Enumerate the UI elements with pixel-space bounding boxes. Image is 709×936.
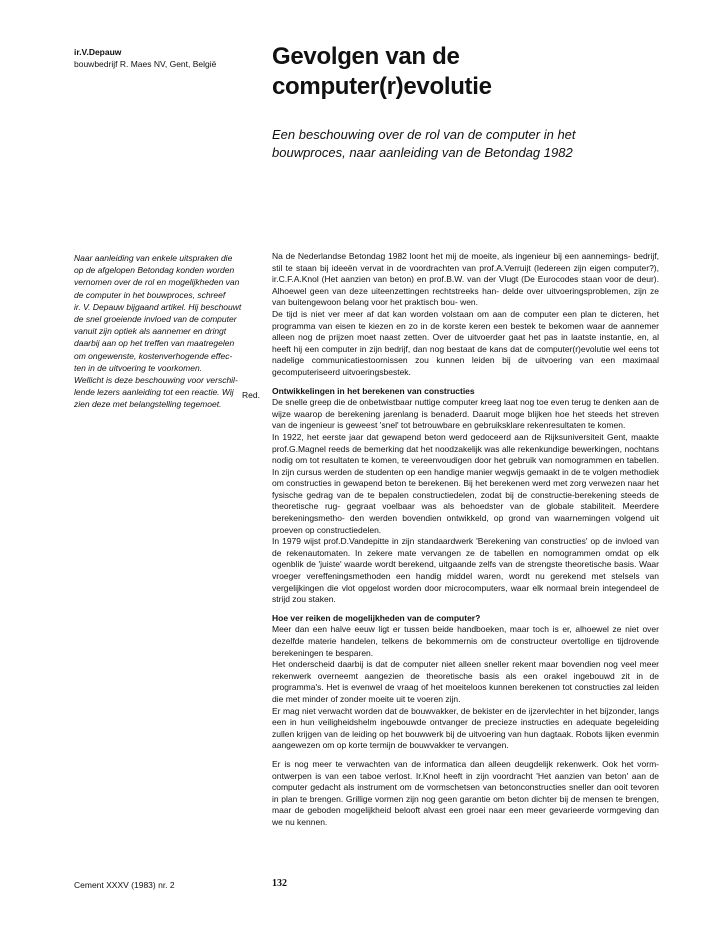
author-affiliation: bouwbedrijf R. Maes NV, Gent, België bbox=[74, 59, 217, 69]
intro-line: vernomen over de rol en mogelijkheden van bbox=[74, 277, 240, 288]
body-paragraph: Het onderscheid daarbij is dat de computer niet alleen sneller rekent maar bovendien nog veel meer rekenwerk overneemt aangezien de theoretische basis als een orakel ingebouwd zit in de programma's. Het is evenwel de vraag of het moeiteloos kunnen berekenen tot constructies zal leiden die met minder of zonder moeite uit te voeren zijn. bbox=[272, 659, 659, 704]
intro-line: Wellicht is deze beschouwing voor verschil- bbox=[74, 375, 238, 386]
body-paragraph: De snelle greep die de onbetwistbaar nuttige computer kreeg laat nog toe even terug te denken aan de wijze waarop de berekening jarenlang is benaderd. Daaruit moge blijken hoe het steeds het streven van de ingenieur is geweest 'snel' tot betrouwbare en gebruiksklare rekenresultaten te komen. bbox=[272, 397, 660, 431]
article-title bbox=[272, 42, 672, 102]
editorial-intro bbox=[74, 252, 256, 411]
subtitle-line-2: bouwproces, naar aanleiding van de Betondag 1982 bbox=[272, 145, 573, 160]
intro-line: de snel groeiende invloed van de computer bbox=[74, 314, 237, 325]
intro-line: zien deze met belangstelling tegemoet. bbox=[74, 399, 222, 410]
intro-line: Naar aanleiding van enkele uitspraken die bbox=[74, 253, 233, 263]
article-subtitle bbox=[272, 126, 672, 162]
intro-line: ir. V. Depauw bijgaand artikel. Hij beschouwt bbox=[74, 301, 242, 312]
body-paragraph: Er is nog meer te verwachten van de informatica dan alleen deugdelijk rekenwerk. Ook het vorm-ontwerpen is van een taboe verlost. Ir.Knol heeft in zijn voordracht 'Het aanzien van beton' aan de computer gedacht als instrument om de vormschetsen van betonconstructies sneller dan ooit tevoren in plan te brengen. Grillige vormen zijn nog geen garantie om beton dichter bij de mensen te brengen, maar de geboden mogelijkheid belooft alvast een groei naar een meer gevarieerde vormgeving dan we nu kennen. bbox=[272, 758, 659, 827]
title-line-2: computer(r)evolutie bbox=[272, 73, 492, 100]
body-paragraph: De tijd is niet ver meer af dat kan worden volstaan om aan de computer een plan te dicteren, het programma van eisen te kiezen en zo in de korste keren een bestek te bekomen waar de aannemer alleen nog de prijzen moet naast zetten. Over de uitvoerder gaat het pas in laatste instantie, en, al heeft hij een computer in zijn bedrijf, dan nog bestaat de kans dat de computer(r)evolutie wel eens tot nadelige communicatiestoornissen zou kunnen leiden bij de uitvoering van een maximaal gecomputeriseerd uitvoeringsbestek. bbox=[272, 308, 659, 377]
section-possibilities bbox=[272, 613, 659, 752]
section-heading: Hoe ver reiken de mogelijkheden van de computer? bbox=[272, 612, 481, 623]
section-closing bbox=[272, 759, 659, 829]
article-body bbox=[272, 251, 659, 829]
body-paragraph: In 1922, het eerste jaar dat gewapend beton werd gedoceerd aan de Rijksuniversiteit Gent, maakte prof.G.Magnel reeds de bemerking dat het noodzakelijk was alle rekenkundige bewerkingen, nochtans nodig om tot resultaten te komen, te vereenvoudigen door het gebruik van nomogrammen en tabellen. In zijn cursus werden de studenten op een handige manier wegwijs gemaakt in de te volgen methodiek om constructies in gewapend beton te berekenen. Bij het berekenen werd met zorg verwezen naar het fysische gedrag van de te bepalen constructiedelen, zodat bij de constructie-berekening steeds de theoretische rug- gegraat voelbaar was als behoedster van de globale stabiliteit. Meerdere berekeningsmetho- den werden bovendien ontwikkeld, op grond van waarnemingen volgend uit proeven op constructiedelen. bbox=[272, 431, 659, 535]
intro-line: daarbij aan op het treffen van maatregelen bbox=[74, 338, 235, 349]
intro-line: vanuit zijn optiek als aannemer en dringt bbox=[74, 326, 227, 337]
intro-line: op de afgelopen Betondag konden worden bbox=[74, 265, 235, 276]
author-name: ir.V.Depauw bbox=[74, 47, 122, 57]
editorial-signature: Red. bbox=[242, 390, 260, 400]
intro-line: de computer in het bouwproces, schreef bbox=[74, 289, 226, 300]
subtitle-line-1: Een beschouwing over de rol van de computer in het bbox=[272, 127, 576, 142]
intro-line: om ongewenste, kostenverhogende effec- bbox=[74, 350, 233, 361]
intro-line: lende lezers aanleiding tot een reactie. Wij bbox=[74, 387, 234, 398]
section-heading: Ontwikkelingen in het berekenen van constructies bbox=[272, 385, 475, 396]
intro-line: ten in de uitvoering te voorkomen. bbox=[74, 362, 203, 373]
body-paragraph: In 1979 wijst prof.D.Vandepitte in zijn standaardwerk 'Berekening van constructies' op de invloed van de rekenautomaten. In zekere mate vervangen ze de tabellen en nomogrammen omdat op elk ogenblik de 'juiste' waarde wordt berekend, uitgaande zelfs van de strengste theoretische basis. Waar vroeger vereffeningsmethoden een handig middel waren, wordt nu gerekend met stelsels van vergelijkingen die vlot opgelost worden door microcomputers, waar elk normaal brein integendeel de strijd zou staken. bbox=[272, 536, 659, 605]
page-number: 132 bbox=[272, 878, 287, 889]
body-paragraph: Na de Nederlandse Betondag 1982 loont het mij de moeite, als ingenieur bij een aannemings- bedrijf, stil te staan bij ideeën vervat in de voordrachten van prof.A.Verruijt (Iedereen zijn eigen computer?), ir.C.F.A.Knol (Het aanzien van beton) en prof.B.W. van der Vlugt (De Eurocodes staan voor de deur). Alhoewel geen van deze uiteenzettingen rechtstreeks han- delde over uitvoeringsproblemen, zijn ze van buitengewoon belang voor het praktisch bou- wen. bbox=[272, 251, 659, 308]
body-paragraph: Er mag niet verwacht worden dat de bouwvakker, de bekister en de ijzervlechter in het bijzonder, langs een in hun veiligheidshelm ingebouwde ontvanger de precieze instructies en adequate begeleiding zullen krijgen van de leiding op het bouwwerk bij de uitvoering van hun dagtaak. Robots lijken evenmin aangewezen om op korte termijn de bouwvakker te vervangen. bbox=[272, 705, 659, 751]
journal-reference: Cement XXXV (1983) nr. 2 bbox=[74, 880, 175, 890]
section-development bbox=[272, 386, 659, 606]
body-paragraph: Meer dan een halve eeuw ligt er tussen beide handboeken, maar toch is er, alhoewel ze niet over dezelfde materie handelen, telkens de bekommernis om de constructeur overtollige en tijdrovende berekeningen te besparen. bbox=[272, 624, 659, 658]
title-line-1: Gevolgen van de bbox=[272, 43, 460, 70]
